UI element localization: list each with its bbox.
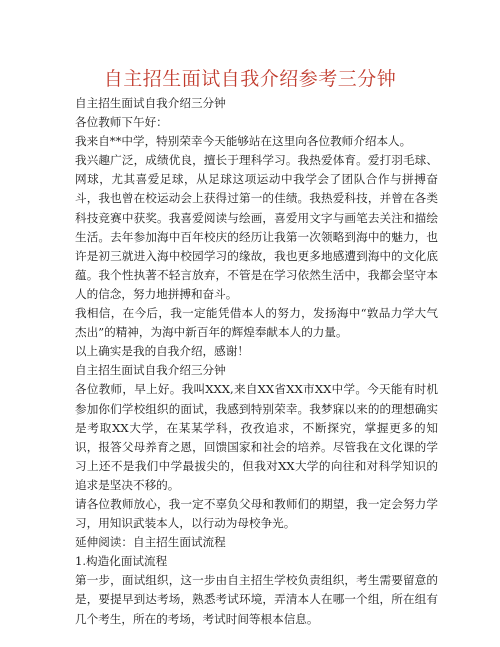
paragraph: 我相信，在今后，我一定能凭借本人的努力，发扬海中“敦品力学大气杰出”的精神，为海中新百年的辉煌奉献本人的力量。 [75,306,438,340]
paragraph: 以上确实是我的自我介绍，感谢！ [75,344,249,359]
paragraph: 请各位教师放心，我一定不辜负父母和教师们的期望，我一定会努力学习，用知识武装本人，以行动为母校争光。 [75,496,438,531]
paragraph: 各位教师下午好： [75,115,168,130]
paragraph: 自主招生面试自我介绍三分钟 [75,363,226,378]
paragraph: 自主招生面试自我介绍三分钟 [75,96,226,110]
paragraph: 各位教师，早上好。我叫XXX,来自XX省XX市XX中学。今天能有时机参加你们学校组织的面试，我感到特别荣幸。我梦寐以来的的理想确实是考取XX大学，在某某学科，孜孜追求，不断探究，掌握更多的知识，报答父母养育之恩，回馈国家和社会的培养。尽管我在文化课的学习上还不是我们中学最拔尖的，但我对XX大学的向往和对科学知识的追求是坚决不移的。 [75,382,438,492]
paragraph: 我兴趣广泛，成绩优良，擅长于理科学习。我热爱体育。爱打羽毛球、网球，尤其喜爱足球，从足球这项运动中我学会了团队合作与拼搏奋斗，我也曾在校运动会上获得过第一的佳绩。我热爱科技，并曾在各类科技竞赛中获奖。我喜爱阅读与绘画，喜爱用文字与画笔去关注和描绘生活。去年参加海中百年校庆的经历让我第一次领略到海中的魅力，也许是初三就进入海中校园学习的缘故，我也更多地感遭到海中的文化底蕴。我个性执著不轻言放弃，不管是在学习依然生活中，我都会坚守本人的信念，努力地拼搏和奋斗。 [75,153,438,301]
document-title: 自主招生面试自我介绍参考三分钟 [103,68,397,90]
paragraph: 第一步，面试组织，这一步由自主招生学校负责组织，考生需要留意的是，要提早到达考场，熟悉考试环境，弄清本人在哪一个组，所在组有几个考生，所在的考场，考试时间等根本信息。 [75,573,438,626]
paragraph: 延伸阅读：自主招生面试流程 [75,535,226,550]
paragraph: 1.构造化面试流程 [75,554,168,569]
document-body [75,94,438,629]
paragraph: 我来自**中学，特别荣幸今天能够站在这里向各位教师介绍本人。 [75,134,412,149]
